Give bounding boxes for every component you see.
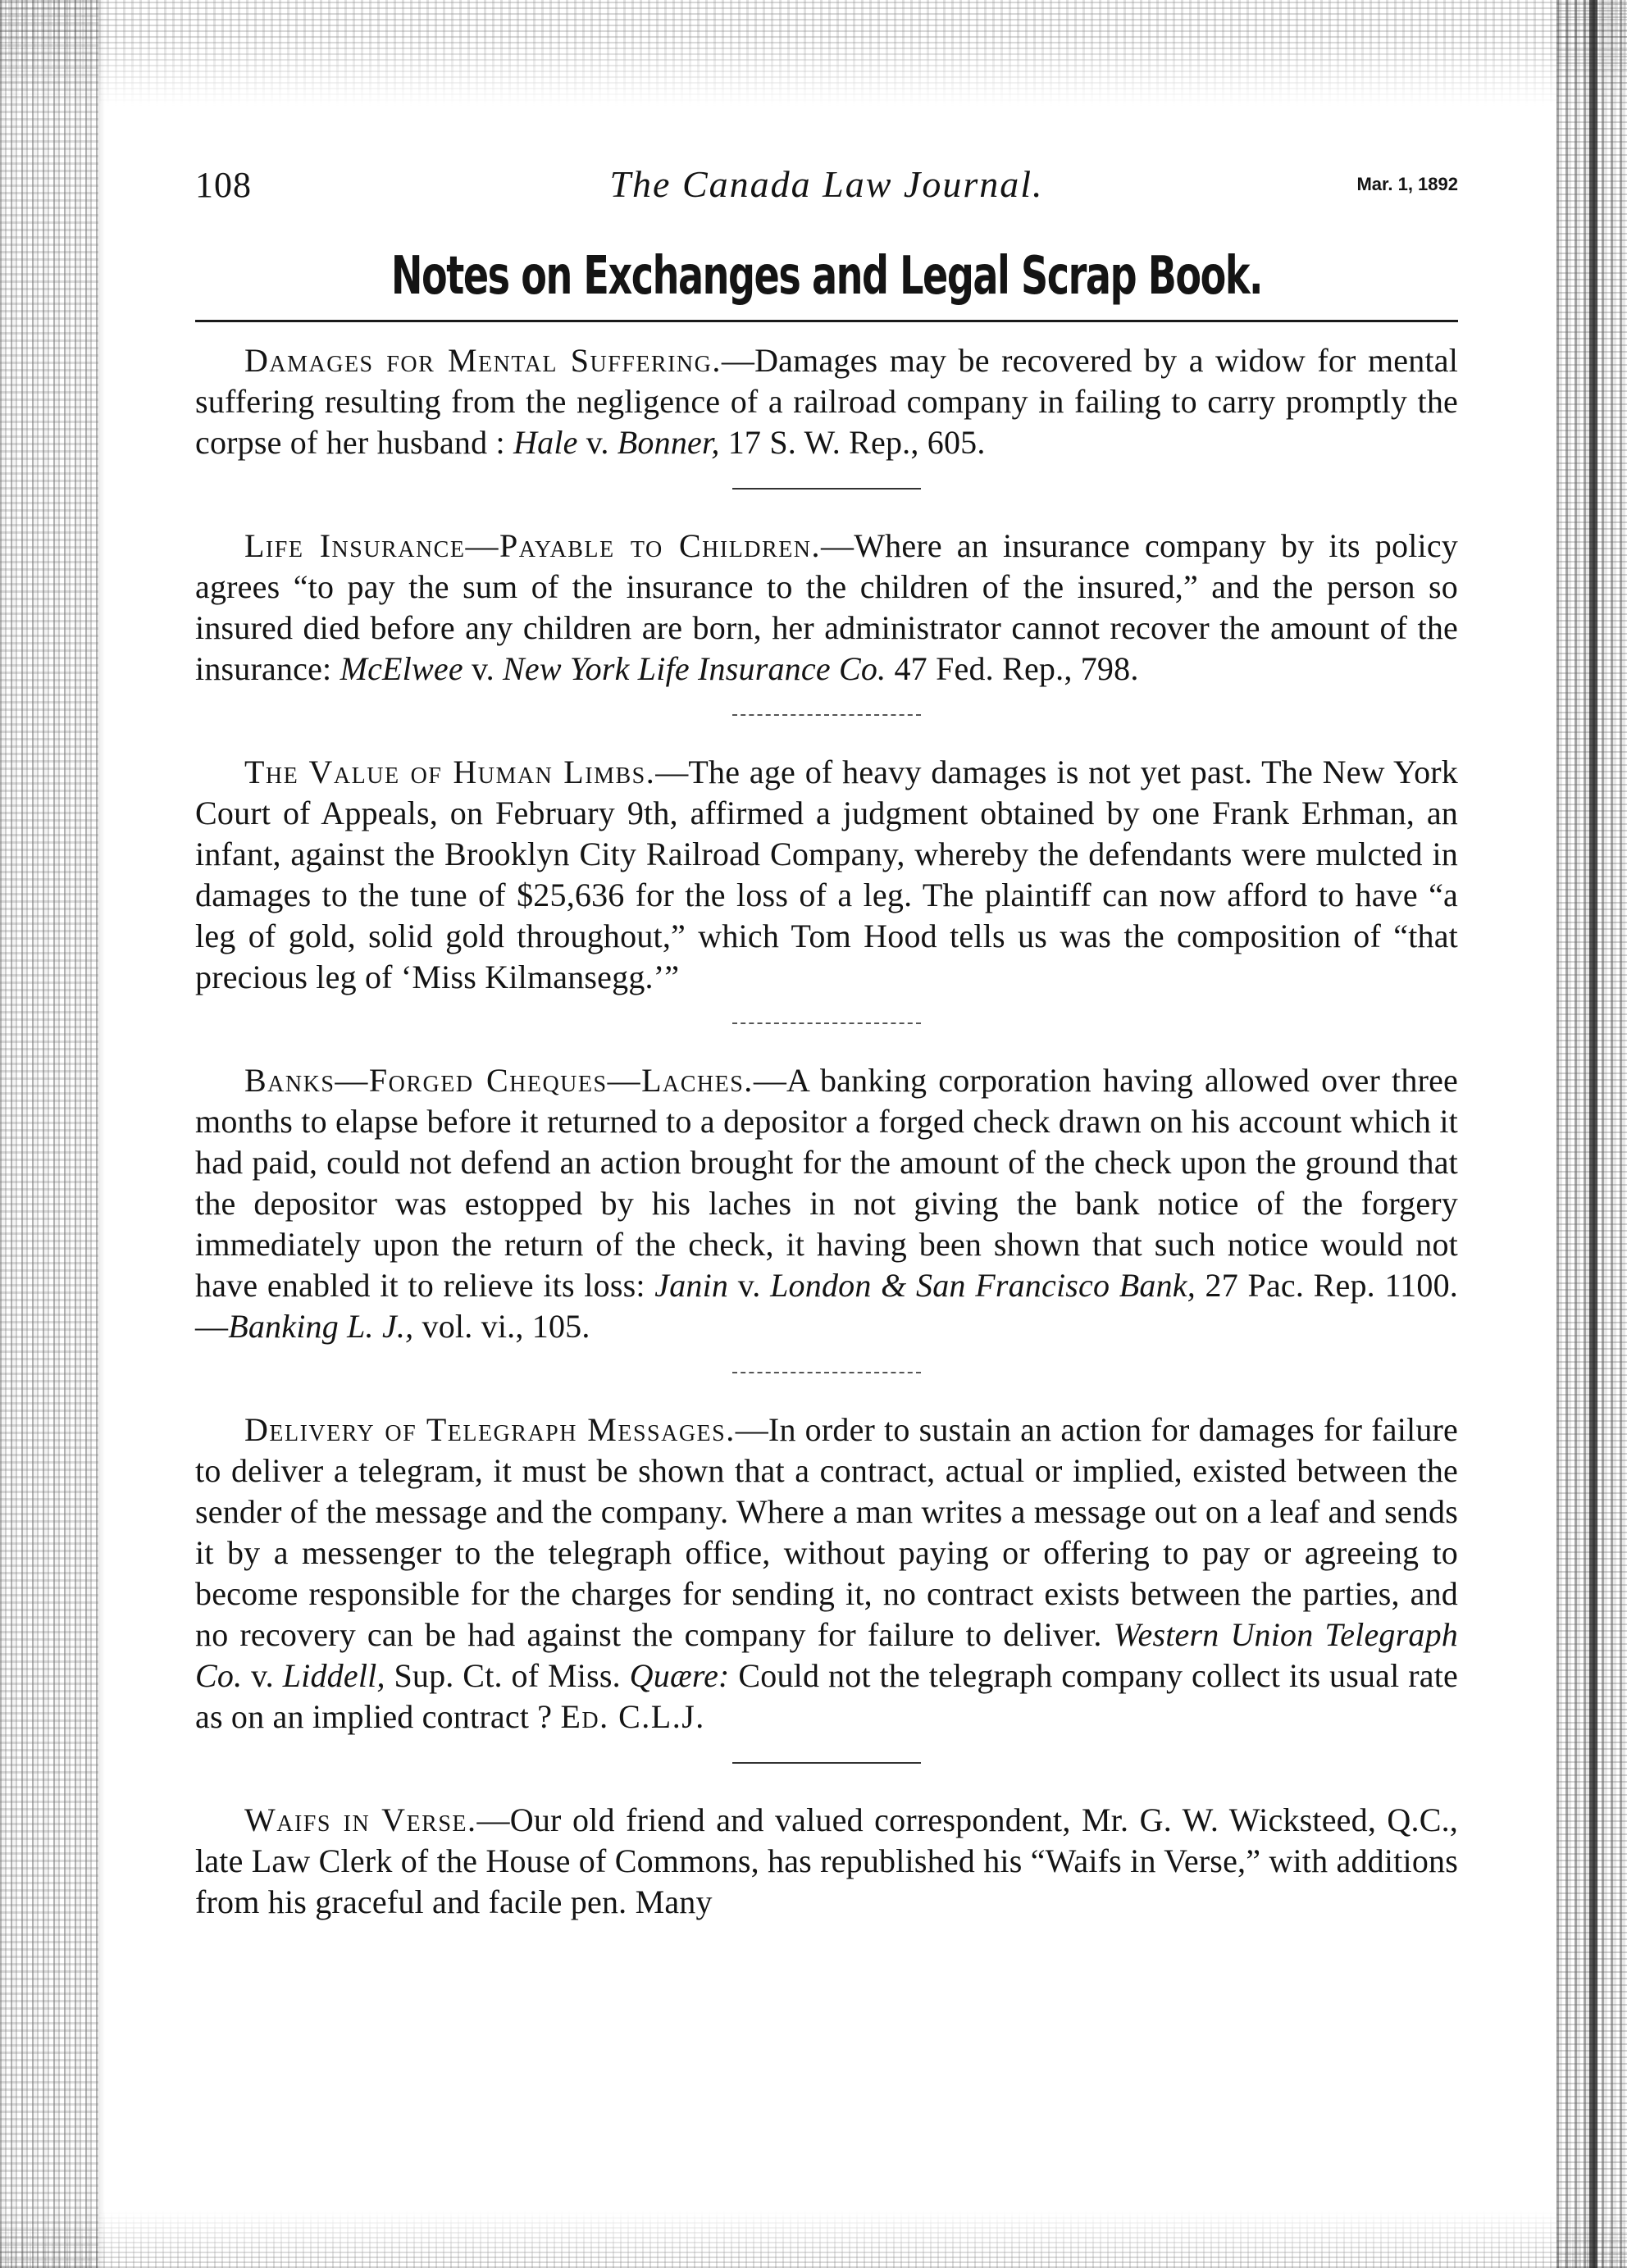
case-name: London & San Francisco Bank, bbox=[770, 1267, 1196, 1304]
case-versus: v. bbox=[577, 424, 618, 461]
article-life-insurance bbox=[195, 526, 1458, 690]
issue-date: Mar. 1, 1892 bbox=[1356, 174, 1458, 194]
running-header bbox=[195, 156, 1458, 213]
case-versus: v. bbox=[242, 1657, 283, 1694]
journal-page bbox=[195, 156, 1458, 2222]
editor-query: Could not the telegraph company collect its usual rate as on an implied contract ? bbox=[195, 1657, 1458, 1735]
case-citation: 27 Pac. Rep. 1100.— bbox=[195, 1267, 1458, 1345]
article-waifs-in-verse bbox=[195, 1800, 1458, 1923]
article-forged-cheques bbox=[195, 1060, 1458, 1347]
case-name: Hale bbox=[513, 424, 578, 461]
article-heading: Damages for Mental Suffering. bbox=[244, 342, 722, 379]
article-mental-suffering bbox=[195, 340, 1458, 463]
article-telegraph-messages bbox=[195, 1410, 1458, 1737]
article-heading: Banks—Forged Cheques—Laches. bbox=[244, 1062, 754, 1099]
scan-binding-shadow bbox=[1589, 0, 1597, 2268]
editor-signature: Ed. C.L.J. bbox=[560, 1698, 705, 1735]
scan-edge-top bbox=[0, 0, 1627, 107]
title-rule bbox=[195, 320, 1458, 322]
article-body: —Where an insurance company by its policy agrees “to pay the sum of the insurance to the children of the insured,” and the person so insured died before any children are born, her administrator cannot recover the amount of the insurance: bbox=[195, 527, 1458, 687]
case-citation: 17 S. W. Rep., 605. bbox=[719, 424, 986, 461]
article-body: —In order to sustain an action for damages for failure to deliver a telegram, it must be shown that a contract, actual or implied, existed between the sender of the message and the company. Where a man writes a message out on a leaf and sends it by a messenger to the telegraph office, without paying or offering to pay or agreeing to become responsible for the charges for sending it, no contract exists between the parties, and no recovery can be had against the company for failure to deliver. bbox=[195, 1411, 1459, 1653]
case-name: McElwee bbox=[340, 650, 463, 687]
case-name: Bonner, bbox=[617, 424, 720, 461]
article-divider bbox=[732, 488, 921, 490]
source-name: Banking L. J., bbox=[228, 1308, 414, 1345]
article-body: —A banking corporation having allowed over three months to elapse before it returned to a depositor a forged check drawn on his account which it had paid, could not defend an action brought for the amount of the check upon the ground that the depositor was estopped by his laches in not giving the bank notice of the forgery immediately upon the return of the check, it having been shown that such notice would not have enabled it to relieve its loss: bbox=[195, 1062, 1458, 1304]
case-name: New York Life Insurance Co. bbox=[503, 650, 886, 687]
article-body: —The age of heavy damages is not yet past. The New York Court of Appeals, on February 9th, affirmed a judgment obtained by one Frank Erhman, an infant, against the Brooklyn City Railroad Company, whereby the defendants were mulcted in damages to the tune of $25,636 for the loss of a leg. The plaintiff can now afford to have “a leg of gold, solid gold throughout,” which Tom Hood tells us was the composition of “that precious leg of ‘Miss Kilmansegg.’” bbox=[195, 754, 1458, 995]
quaere-label: Quære: bbox=[629, 1657, 730, 1694]
source-citation: vol. vi., 105. bbox=[413, 1308, 590, 1345]
case-versus: v. bbox=[728, 1267, 771, 1304]
case-name: Liddell, bbox=[282, 1657, 385, 1694]
case-citation: Sup. Ct. of Miss. bbox=[385, 1657, 630, 1694]
article-divider bbox=[732, 1762, 921, 1764]
article-heading: The Value of Human Limbs. bbox=[244, 754, 656, 790]
journal-title: The Canada Law Journal. bbox=[609, 163, 1044, 205]
article-body: —Damages may be recovered by a widow for mental suffering resulting from the negligence of a railroad company in failing to carry promptly the corpse of her husband : bbox=[195, 342, 1459, 461]
section-title: Notes on Exchanges and Legal Scrap Book. bbox=[390, 246, 1263, 307]
case-name: Western Union Telegraph Co. bbox=[195, 1616, 1458, 1694]
case-citation: 47 Fed. Rep., 798. bbox=[886, 650, 1139, 687]
case-name: Janin bbox=[654, 1267, 729, 1304]
article-heading: Delivery of Telegraph Messages. bbox=[244, 1411, 736, 1448]
article-body: —Our old friend and valued correspondent, Mr. G. W. Wicksteed, Q.C., late Law Clerk of the House of Commons, has republished his “Waifs in Verse,” with additions from his graceful and facile pen. Many bbox=[195, 1801, 1458, 1920]
article-divider bbox=[732, 1022, 921, 1024]
article-divider bbox=[732, 1372, 921, 1373]
page-number: 108 bbox=[195, 165, 252, 205]
article-list bbox=[195, 340, 1458, 1923]
case-versus: v. bbox=[463, 650, 503, 687]
article-heading: Life Insurance—Payable to Children. bbox=[244, 527, 822, 564]
article-divider bbox=[732, 714, 921, 716]
article-heading: Waifs in Verse. bbox=[244, 1801, 477, 1838]
article-human-limbs bbox=[195, 752, 1458, 998]
scan-edge-left bbox=[0, 0, 98, 2268]
